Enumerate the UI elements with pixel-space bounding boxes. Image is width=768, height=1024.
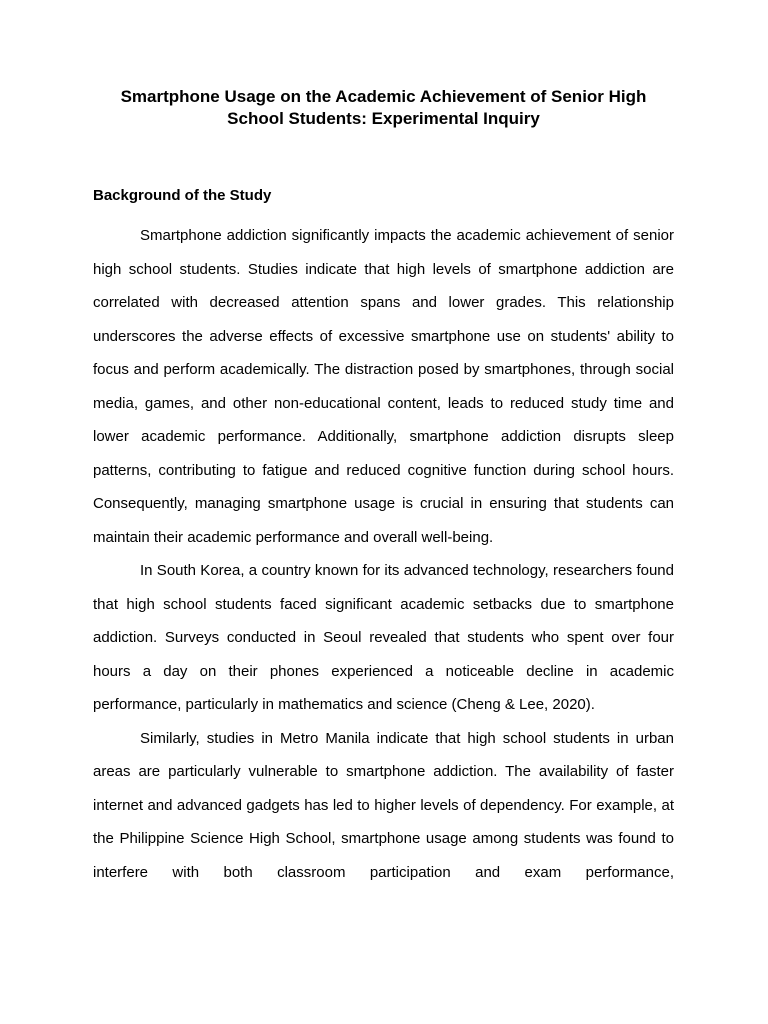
document-page xyxy=(93,86,674,881)
document-title xyxy=(93,86,674,130)
paragraph-2: In South Korea, a country known for its advanced technology, researchers found that high school students faced significant academic setbacks due to smartphone addiction. Surveys conducted in Seoul revealed that students who spent over four hours a day on their phones experienced a noticeable decline in academic performance, particularly in mathematics and science (Cheng & Lee, 2020). xyxy=(93,562,674,713)
title-line-2: School Students: Experimental Inquiry xyxy=(227,109,540,128)
section-heading: Background of the Study xyxy=(93,187,272,204)
paragraph-1: Smartphone addiction significantly impacts the academic achievement of senior high school students. Studies indicate that high levels of smartphone addiction are correlated with decreased attention spans and lower grades. This relationship underscores the adverse effects of excessive smartphone use on students' ability to focus and perform academically. The distraction posed by smartphones, through social media, games, and other non-educational content, leads to reduced study time and lower academic performance. Additionally, smartphone addiction disrupts sleep patterns, contributing to fatigue and reduced cognitive function during school hours. Consequently, managing smartphone usage is crucial in ensuring that students can maintain their academic performance and overall well-being. xyxy=(93,227,674,546)
paragraph-3: Similarly, studies in Metro Manila indicate that high school students in urban areas are particularly vulnerable to smartphone addiction. The availability of faster internet and advanced gadgets has led to higher levels of dependency. For example, at the Philippine Science High School, smartphone usage among students was found to interfere with both classroom participation and exam performance, xyxy=(93,729,674,881)
title-line-1: Smartphone Usage on the Academic Achievement of Senior High xyxy=(120,87,647,106)
document-body xyxy=(93,219,674,889)
